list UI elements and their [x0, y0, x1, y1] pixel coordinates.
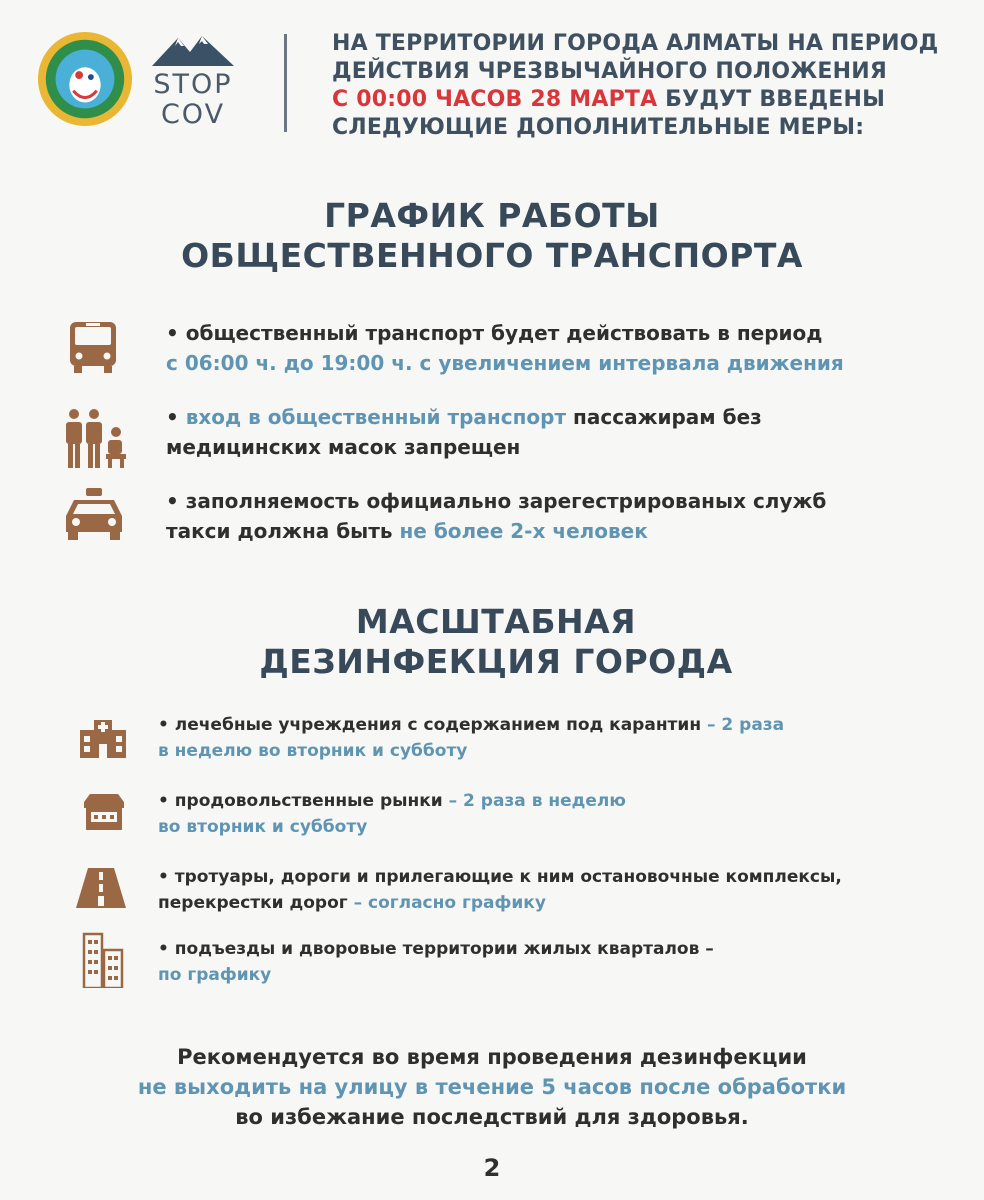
disinfection-item-3-highlight: – согласно графику: [353, 893, 546, 913]
header-line-1: НА ТЕРРИТОРИИ ГОРОДА АЛМАТЫ НА ПЕРИОД: [332, 31, 939, 56]
disinfection-item-2-highlight: – 2 раза в неделю: [448, 791, 626, 811]
transport-item-2-rest: пассажирам без: [566, 405, 762, 429]
transport-item-2: [166, 402, 966, 462]
transport-item-3-highlight: не более 2-х человек: [399, 519, 648, 543]
transport-item-1-line-b: с 06:00 ч. до 19:00 ч. с увеличением интервала движения: [166, 351, 844, 375]
header-divider: [284, 34, 287, 132]
transport-item-3: [166, 486, 966, 546]
header-line-3: [332, 86, 972, 114]
recommendation-line-2: не выходить на улицу в течение 5 часов после обработки: [137, 1075, 847, 1099]
transport-item-2-line-a: [166, 402, 966, 432]
recommendation-line-1: Рекомендуется во время проведения дезинфекции: [177, 1045, 807, 1069]
page-number: 2: [483, 1154, 501, 1182]
disinfection-item-3-plain: перекрестки дорог: [158, 893, 354, 913]
disinfection-item-2-line-a: [158, 788, 968, 814]
header-line-2: ДЕЙСТВИЯ ЧРЕЗВЫЧАЙНОГО ПОЛОЖЕНИЯ: [332, 59, 888, 84]
disinfection-item-2-plain: • продовольственные рынки: [158, 791, 449, 811]
disinfection-item-4-line-a: • подъезды и дворовые территории жилых кварталов –: [158, 939, 714, 959]
recommendation-text: [0, 1042, 984, 1132]
logo-stop-text: STOP: [153, 69, 233, 100]
transport-item-3-line-b: [166, 516, 966, 546]
disinfection-title-line-2: ДЕЗИНФЕКЦИЯ ГОРОДА: [259, 642, 733, 681]
disinfection-item-2-line-b: во вторник и субботу: [158, 817, 368, 837]
disinfection-item-4: [158, 936, 968, 988]
disinfection-item-1-plain: • лечебные учреждения с содержанием под карантин: [158, 715, 707, 735]
taxi-icon: [60, 486, 128, 542]
disinfection-item-2: [158, 788, 968, 840]
disinfection-item-1-line-a: [158, 712, 968, 738]
transport-item-3-line-a: • заполняемость официально зарегестрированых служб: [166, 489, 827, 513]
transport-item-2-line-b: медицинских масок запрещен: [166, 435, 521, 459]
disinfection-item-1-highlight: – 2 раза: [707, 715, 785, 735]
disinfection-item-3: [158, 864, 968, 916]
transport-item-3-plain: такси должна быть: [166, 519, 400, 543]
transport-title-line-1: ГРАФИК РАБОТЫ: [324, 196, 660, 235]
header-line-4: СЛЕДУЮЩИЕ ДОПОЛНИТЕЛЬНЫЕ МЕРЫ:: [332, 115, 865, 140]
disinfection-title-line-1: МАСШТАБНАЯ: [355, 602, 637, 641]
almaty-emblem-icon: [36, 30, 134, 128]
disinfection-item-1: [158, 712, 968, 764]
transport-item-1-line-a: • общественный транспорт будет действовать в период: [166, 321, 823, 345]
bus-icon: [64, 318, 122, 376]
transport-title-line-2: ОБЩЕСТВЕННОГО ТРАНСПОРТА: [181, 236, 803, 275]
header-line-3-rest: БУДУТ ВВЕДЕНЫ: [657, 87, 886, 112]
header-date-highlight: С 00:00 ЧАСОВ 28 МАРТА: [332, 87, 658, 112]
road-icon: [74, 866, 128, 910]
transport-item-1: [166, 318, 966, 378]
disinfection-item-3-line-b: [158, 890, 968, 916]
transport-section-title: [0, 196, 984, 276]
mountain-icon: [148, 32, 238, 66]
logo-cov-text: COV: [160, 99, 226, 130]
transport-item-2-highlight: вход в общественный транспорт: [185, 405, 567, 429]
disinfection-item-4-line-b: по графику: [158, 965, 272, 985]
hospital-icon: [78, 716, 128, 758]
header-text: [332, 30, 972, 142]
stop-cov-logo: [148, 32, 238, 132]
disinfection-section-title: [4, 602, 984, 682]
bullet: •: [166, 405, 186, 429]
disinfection-item-1-line-b: в неделю во вторник и субботу: [158, 741, 468, 761]
passengers-icon: [60, 406, 130, 470]
recommendation-line-3: во избежание последствий для здоровья.: [235, 1105, 749, 1129]
disinfection-item-3-line-a: • тротуары, дороги и прилегающие к ним остановочные комплексы,: [158, 867, 842, 887]
market-icon: [82, 792, 126, 832]
buildings-icon: [80, 930, 126, 988]
